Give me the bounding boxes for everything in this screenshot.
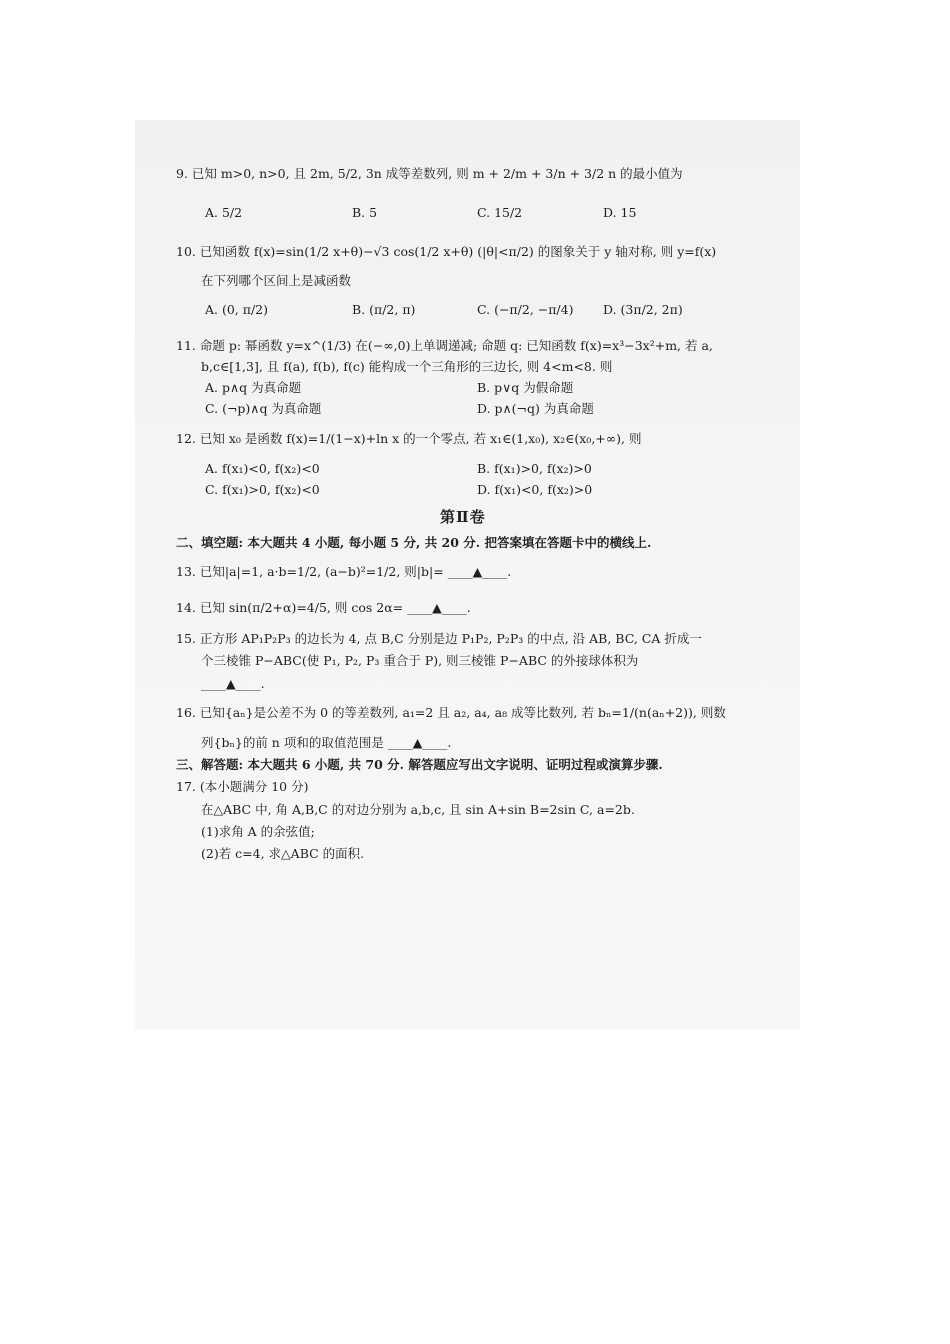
q15-line1: 15. 正方形 AP₁P₂P₃ 的边长为 4, 点 B,C 分别是边 P₁P₂, P₂P₃ 的中点, 沿 AB, BC, CA 折成一: [176, 631, 702, 646]
q9-option-a: A. 5/2: [205, 205, 243, 220]
q14: 14. 已知 sin(π/2+α)=4/5, 则 cos 2α= ____▲____.: [176, 600, 471, 615]
q12-option-a: A. f(x₁)<0, f(x₂)<0: [205, 461, 320, 476]
q16-line1: 16. 已知{aₙ}是公差不为 0 的等差数列, a₁=2 且 a₂, a₄, a₈ 成等比数列, 若 bₙ=1/(n(aₙ+2)), 则数: [176, 705, 726, 720]
q15-line2: 个三棱锥 P−ABC(使 P₁, P₂, P₃ 重合于 P), 则三棱锥 P−ABC 的外接球体积为: [201, 653, 639, 668]
section-solution-heading: 三、解答题: 本大题共 6 小题, 共 70 分. 解答题应写出文字说明、证明过程或演算步骤.: [176, 757, 663, 772]
section-fill-in-heading: 二、填空题: 本大题共 4 小题, 每小题 5 分, 共 20 分. 把答案填在答题卡中的横线上.: [176, 535, 652, 550]
q15-line3: ____▲____.: [201, 676, 265, 691]
q17-heading: 17. (本小题满分 10 分): [176, 779, 309, 794]
q11-option-d: D. p∧(¬q) 为真命题: [477, 401, 594, 416]
q11-stem: 11. 命题 p: 幂函数 y=x^(1/3) 在(−∞,0)上单调递减; 命题 q: 已知函数 f(x)=x³−3x²+m, 若 a,: [176, 338, 713, 353]
q11-option-a: A. p∧q 为真命题: [205, 380, 302, 395]
q11-stem-cont: b,c∈[1,3], 且 f(a), f(b), f(c) 能构成一个三角形的三边长, 则 4<m<8. 则: [201, 359, 613, 374]
q9-option-c: C. 15/2: [477, 205, 523, 220]
q11-option-b: B. p∨q 为假命题: [477, 380, 574, 395]
q10-option-a: A. (0, π/2): [205, 302, 269, 317]
q9-stem: 9. 已知 m>0, n>0, 且 2m, 5/2, 3n 成等差数列, 则 m + 2/m + 3/n + 3/2 n 的最小值为: [176, 166, 683, 181]
q12-option-d: D. f(x₁)<0, f(x₂)>0: [477, 482, 593, 497]
q12-option-b: B. f(x₁)>0, f(x₂)>0: [477, 461, 592, 476]
q9-option-d: D. 15: [603, 205, 637, 220]
q10-option-b: B. (π/2, π): [352, 302, 416, 317]
q10-stem: 10. 已知函数 f(x)=sin(1/2 x+θ)−√3 cos(1/2 x+θ) (|θ|<π/2) 的图象关于 y 轴对称, 则 y=f(x): [176, 244, 717, 259]
q11-option-c: C. (¬p)∧q 为真命题: [205, 401, 322, 416]
q10-stem-cont: 在下列哪个区间上是减函数: [201, 273, 352, 288]
q17-stem: 在△ABC 中, 角 A,B,C 的对边分别为 a,b,c, 且 sin A+sin B=2sin C, a=2b.: [201, 802, 635, 817]
q12-option-c: C. f(x₁)>0, f(x₂)<0: [205, 482, 320, 497]
q17-part1: (1)求角 A 的余弦值;: [201, 824, 315, 839]
q12-stem: 12. 已知 x₀ 是函数 f(x)=1/(1−x)+ln x 的一个零点, 若 x₁∈(1,x₀), x₂∈(x₀,+∞), 则: [176, 431, 642, 446]
q13: 13. 已知|a|=1, a·b=1/2, (a−b)²=1/2, 则|b|= ____▲____.: [176, 564, 512, 579]
q17-part2: (2)若 c=4, 求△ABC 的面积.: [201, 846, 365, 861]
q9-option-b: B. 5: [352, 205, 378, 220]
q10-option-c: C. (−π/2, −π/4): [477, 302, 574, 317]
q16-line2: 列{bₙ}的前 n 项和的取值范围是 ____▲____.: [201, 735, 452, 750]
q10-option-d: D. (3π/2, 2π): [603, 302, 683, 317]
part-two-title: 第Ⅱ卷: [440, 508, 486, 526]
